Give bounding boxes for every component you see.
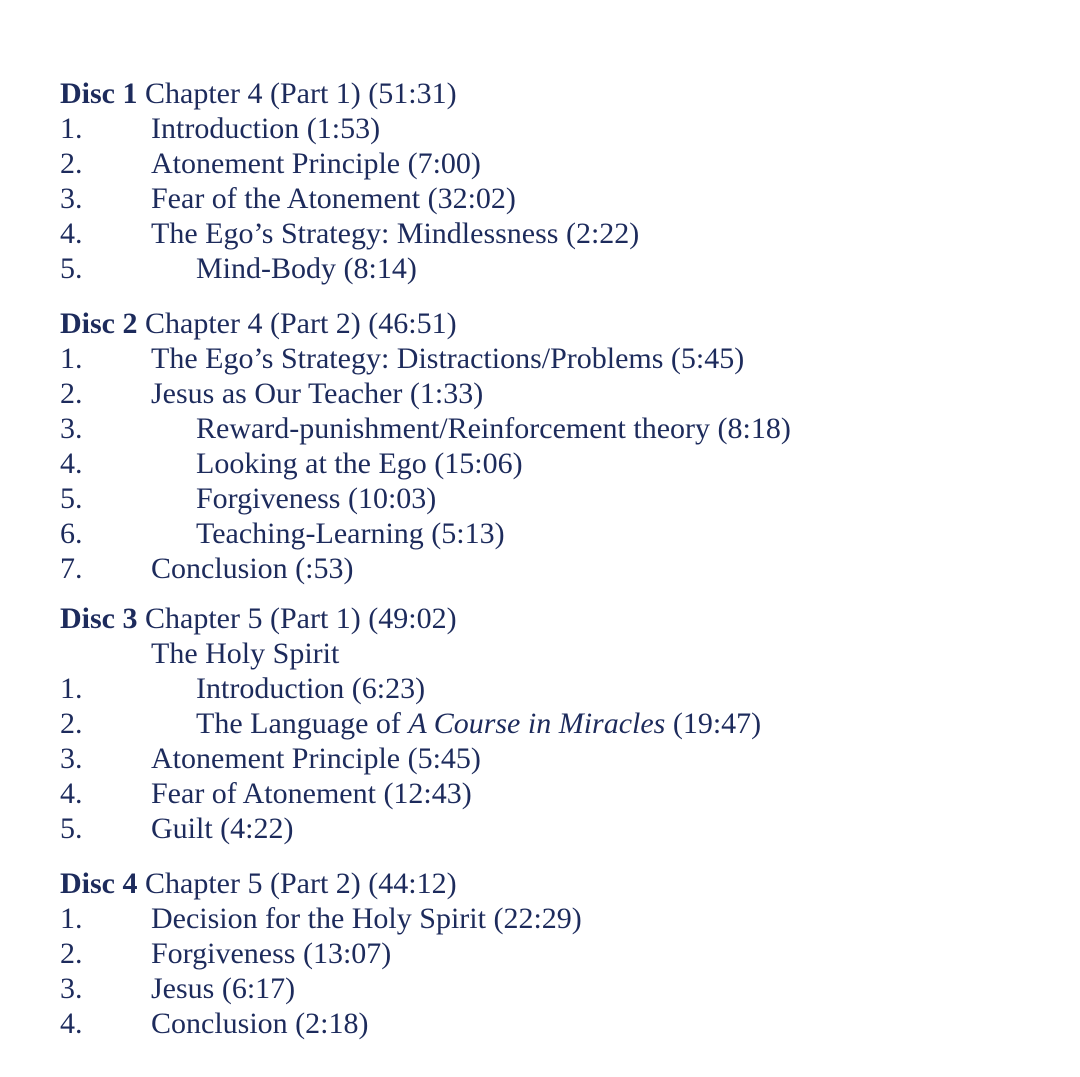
track-number: 7. [60, 552, 83, 585]
disc-1-section [60, 76, 1060, 286]
track-number: 4. [60, 217, 83, 250]
track-title: Mind-Body (8:14) [196, 252, 417, 285]
track-row [60, 481, 1060, 516]
track-title: Fear of Atonement (12:43) [151, 777, 472, 810]
track-title-suffix: (19:47) [665, 707, 762, 740]
track-number: 4. [60, 777, 83, 810]
track-row [60, 411, 1060, 446]
track-row [60, 146, 1060, 181]
track-number: 5. [60, 482, 83, 515]
disc-title: Chapter 4 (Part 2) (46:51) [145, 307, 457, 340]
track-row [60, 671, 1060, 706]
disc-subtitle-row [60, 636, 1060, 671]
track-row [60, 551, 1060, 586]
track-title: Reward-punishment/Reinforcement theory (8:18) [196, 412, 791, 445]
track-number: 4. [60, 1007, 83, 1040]
track-title: Atonement Principle (5:45) [151, 742, 481, 775]
disc-heading [60, 601, 1060, 636]
disc-label: Disc 2 [60, 307, 138, 340]
track-number: 2. [60, 147, 83, 180]
track-title: Forgiveness (10:03) [196, 482, 437, 515]
track-number: 1. [60, 672, 83, 705]
track-number: 3. [60, 182, 83, 215]
track-title [196, 706, 761, 741]
track-number: 3. [60, 972, 83, 1005]
book-title: A Course in Miracles [408, 707, 666, 740]
track-number: 1. [60, 342, 83, 375]
track-title: The Ego’s Strategy: Distractions/Problems (5:45) [151, 342, 745, 375]
track-number: 5. [60, 812, 83, 845]
track-number: 1. [60, 902, 83, 935]
track-row [60, 376, 1060, 411]
disc-label: Disc 3 [60, 602, 138, 635]
track-title: Jesus as Our Teacher (1:33) [151, 377, 484, 410]
disc-heading [60, 866, 1060, 901]
disc-title: Chapter 5 (Part 2) (44:12) [145, 867, 457, 900]
track-row [60, 181, 1060, 216]
track-title: Teaching-Learning (5:13) [196, 517, 505, 550]
track-number: 4. [60, 447, 83, 480]
track-title: Decision for the Holy Spirit (22:29) [151, 902, 582, 935]
track-row [60, 936, 1060, 971]
track-title: Forgiveness (13:07) [151, 937, 392, 970]
disc-4-section [60, 866, 1060, 1041]
disc-2-section [60, 306, 1060, 586]
track-number: 1. [60, 112, 83, 145]
track-title: Jesus (6:17) [151, 972, 296, 1005]
track-row [60, 971, 1060, 1006]
track-title: Conclusion (2:18) [151, 1007, 369, 1040]
track-number: 2. [60, 937, 83, 970]
track-row [60, 1006, 1060, 1041]
disc-heading [60, 306, 1060, 341]
track-row [60, 446, 1060, 481]
track-number: 3. [60, 412, 83, 445]
disc-title: Chapter 5 (Part 1) (49:02) [145, 602, 457, 635]
track-title: Introduction (1:53) [151, 112, 381, 145]
track-row [60, 516, 1060, 551]
track-row [60, 741, 1060, 776]
track-listing [60, 76, 1060, 1041]
track-row [60, 251, 1060, 286]
track-title: Atonement Principle (7:00) [151, 147, 481, 180]
disc-heading [60, 76, 1060, 111]
track-title-prefix: The Language of [196, 707, 409, 740]
track-title: Conclusion (:53) [151, 552, 354, 585]
disc-3-section [60, 601, 1060, 846]
track-row [60, 776, 1060, 811]
track-row [60, 341, 1060, 376]
track-number: 6. [60, 517, 83, 550]
track-title: Fear of the Atonement (32:02) [151, 182, 516, 215]
track-number: 3. [60, 742, 83, 775]
track-title: Guilt (4:22) [151, 812, 294, 845]
track-title: The Ego’s Strategy: Mindlessness (2:22) [151, 217, 640, 250]
track-row [60, 706, 1060, 741]
disc-subtitle: The Holy Spirit [151, 637, 340, 670]
track-number: 5. [60, 252, 83, 285]
disc-label: Disc 4 [60, 867, 138, 900]
track-row [60, 111, 1060, 146]
track-number: 2. [60, 707, 83, 740]
track-row [60, 811, 1060, 846]
track-row [60, 901, 1060, 936]
disc-title: Chapter 4 (Part 1) (51:31) [145, 77, 457, 110]
track-title: Introduction (6:23) [196, 672, 426, 705]
track-row [60, 216, 1060, 251]
track-title: Looking at the Ego (15:06) [196, 447, 523, 480]
track-number: 2. [60, 377, 83, 410]
disc-label: Disc 1 [60, 77, 138, 110]
